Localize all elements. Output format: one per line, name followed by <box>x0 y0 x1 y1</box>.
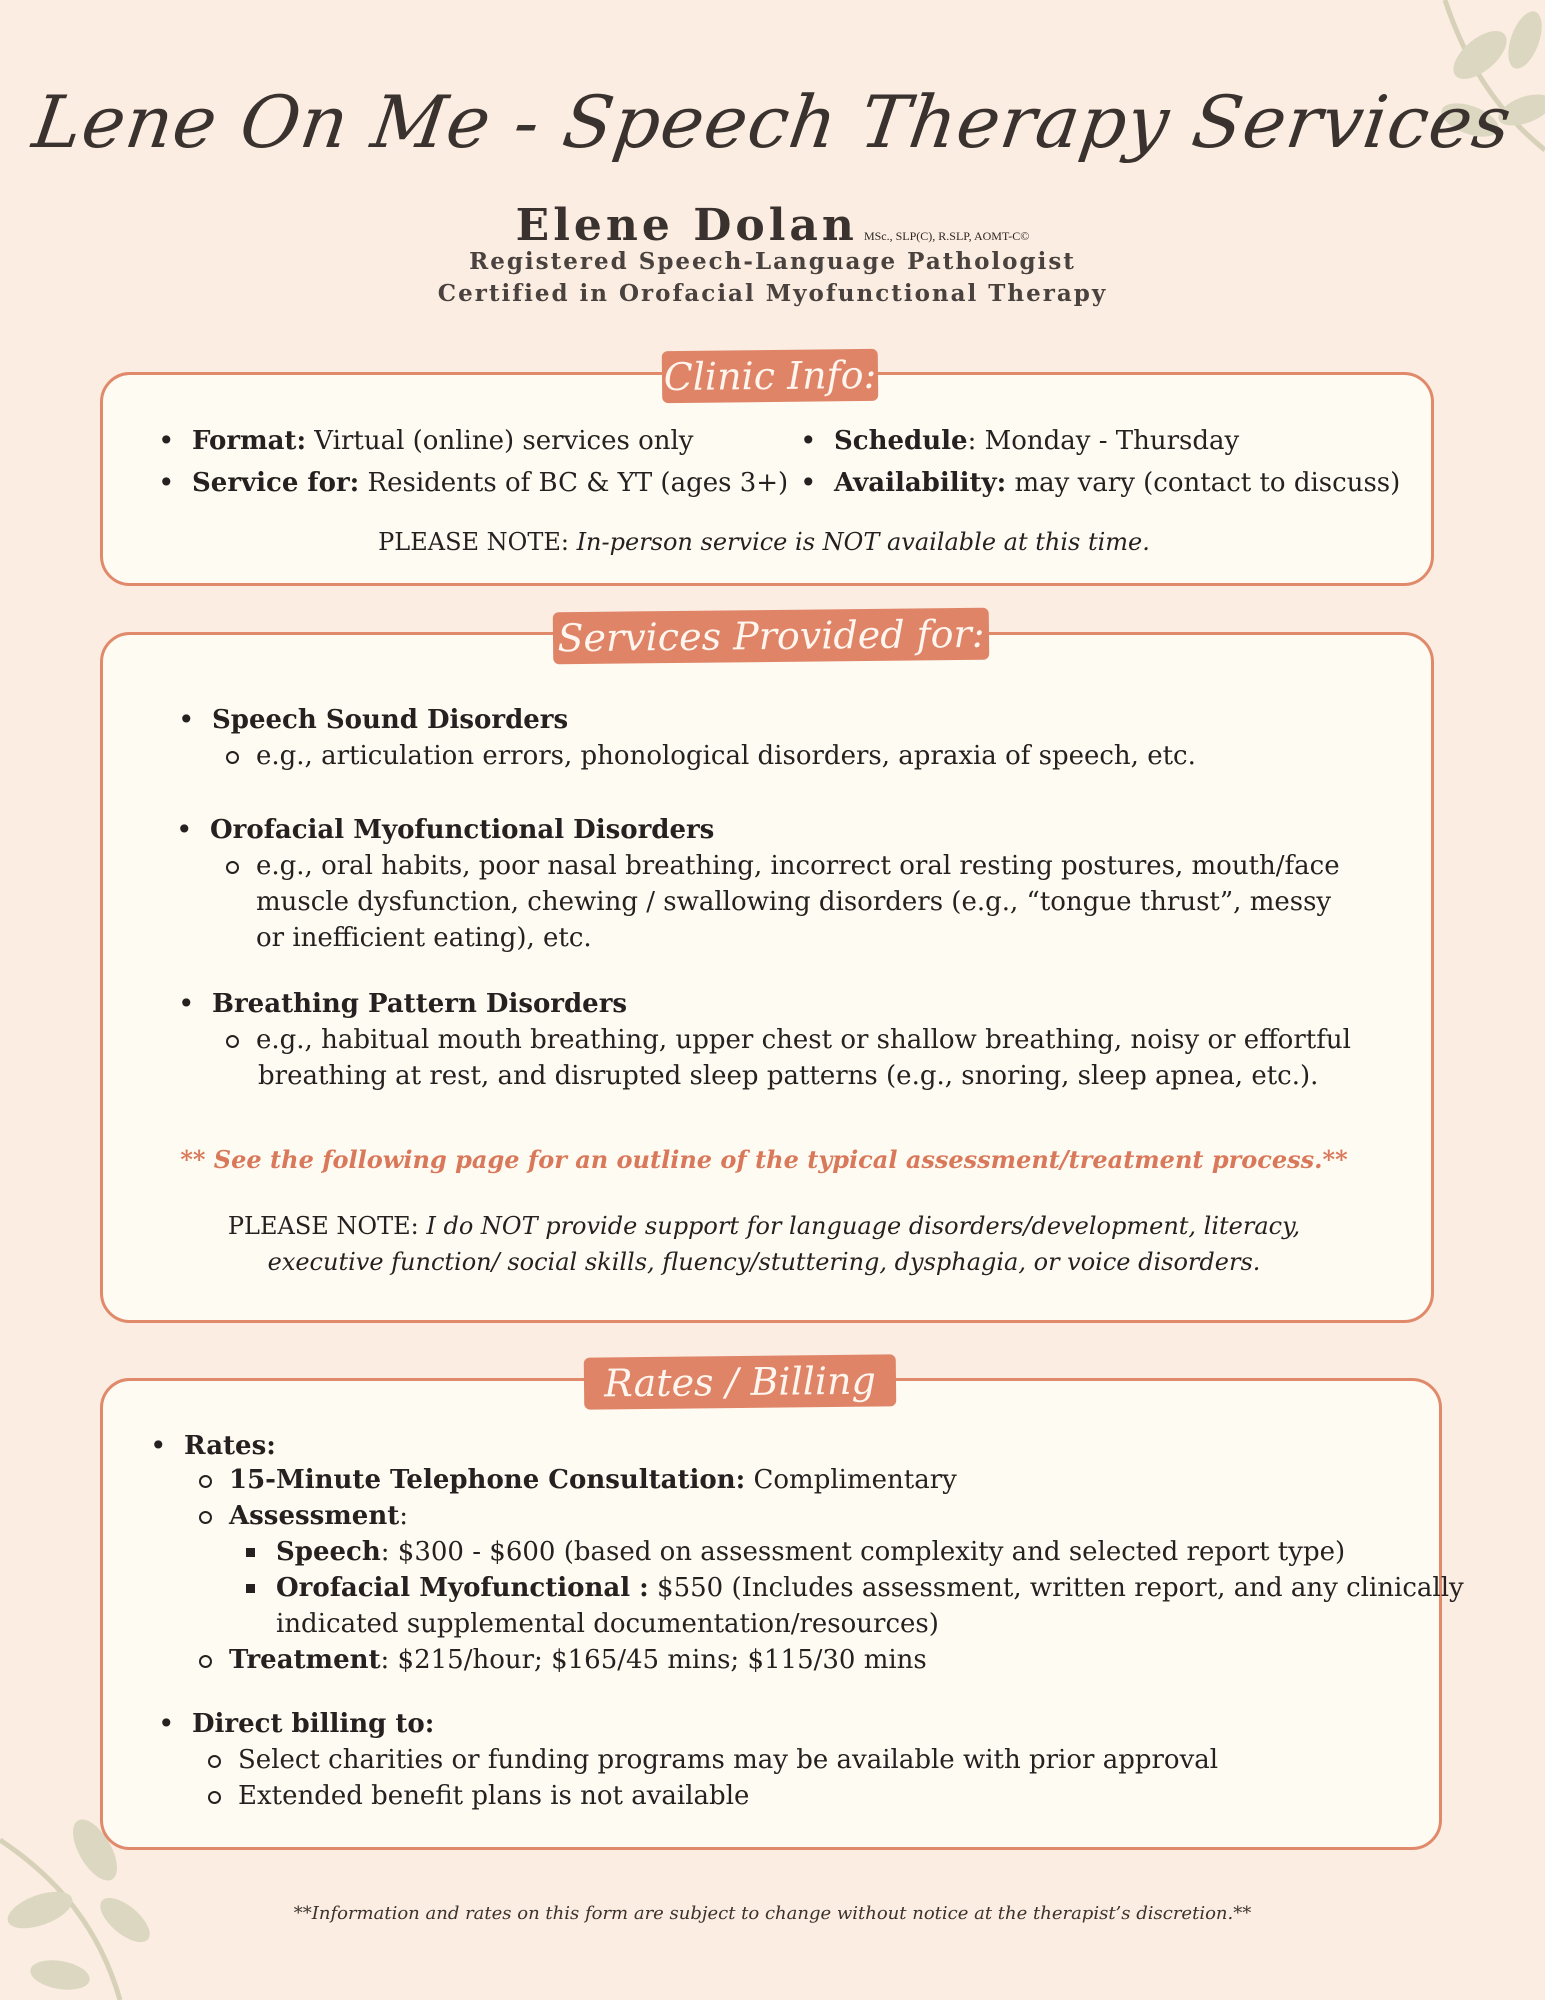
service-item <box>192 465 788 501</box>
consult-value: Complimentary <box>745 1465 957 1495</box>
oro-rate-label: Orofacial Myofunctional : <box>276 1573 649 1603</box>
services-note-line1 <box>100 1208 1428 1244</box>
service-speech-sound <box>212 702 568 738</box>
treatment-value: : $215/hour; $165/45 mins; $115/30 mins <box>380 1645 927 1675</box>
service-orofacial-title: Orofacial Myofunctional Disorders <box>210 815 715 845</box>
services-note-line2: executive function/ social skills, fluency/stuttering, dysphagia, or voice disorders. <box>267 1248 1261 1276</box>
service-orofacial-example-line3: or inefficient eating), etc. <box>256 923 592 953</box>
footer-disclaimer: **Information and rates on this form are subject to change without notice at the therapist’s discretion.** <box>293 1903 1252 1924</box>
oro-rate-value: $550 (Includes assessment, written report, and any clinically <box>648 1573 1464 1603</box>
therapist-name: Elene Dolan <box>515 200 858 251</box>
rates-label: Rates: <box>184 1431 276 1461</box>
assessment-label: Assessment <box>229 1501 400 1531</box>
service-label: Service for: <box>192 468 360 498</box>
billing-charities: Select charities or funding programs may be available with prior approval <box>238 1742 1218 1778</box>
oro-rate-line2: indicated supplemental documentation/resources) <box>276 1609 939 1639</box>
service-breathing-example-line2: breathing at rest, and disrupted sleep patterns (e.g., snoring, sleep apnea, etc.). <box>258 1061 1319 1091</box>
service-value: Residents of BC & YT (ages 3+) <box>359 468 789 498</box>
speech-rate-value: : $300 - $600 (based on assessment complexity and selected report type) <box>380 1537 1346 1567</box>
clinic-note-text: In-person service is NOT available at this time. <box>576 528 1150 556</box>
assessment-item <box>229 1498 408 1534</box>
service-breathing-title: Breathing Pattern Disorders <box>212 989 628 1019</box>
role-subtitle: Registered Speech-Language Pathologist <box>469 248 1076 275</box>
service-orofacial-example-line2: muscle dysfunction, chewing / swallowing disorders (e.g., “tongue thrust”, messy <box>256 887 1332 917</box>
billing-label: Direct billing to: <box>192 1709 435 1739</box>
clinic-note <box>100 524 1428 560</box>
services-heading: Services Provided for: <box>553 608 990 665</box>
billing-item <box>192 1706 434 1742</box>
schedule-value: : Monday - Thursday <box>967 426 1240 456</box>
page-title: Lene On Me - Speech Therapy Services <box>28 80 1517 164</box>
clinic-info-heading: Clinic Info: <box>662 349 879 403</box>
rates-heading: Rates / Billing <box>584 1354 897 1409</box>
consult-label: 15-Minute Telephone Consultation: <box>229 1465 746 1495</box>
schedule-label: Schedule <box>834 426 968 456</box>
services-note-text: I do NOT provide support for language disorders/development, literacy, <box>426 1212 1301 1240</box>
followup-note: ** See the following page for an outline of the typical assessment/treatment process.** <box>180 1145 1348 1174</box>
service-orofacial <box>210 812 714 848</box>
billing-extended: Extended benefit plans is not available <box>238 1778 749 1814</box>
schedule-item <box>834 423 1239 459</box>
availability-value: may vary (contact to discuss) <box>1006 468 1401 498</box>
treatment-label: Treatment <box>229 1645 381 1675</box>
format-item <box>192 423 693 459</box>
availability-item <box>834 465 1400 501</box>
service-breathing-example: e.g., habitual mouth breathing, upper chest or shallow breathing, noisy or effortful <box>256 1022 1351 1058</box>
consult-item <box>229 1462 957 1498</box>
rates-item <box>184 1428 276 1464</box>
service-orofacial-example: e.g., oral habits, poor nasal breathing, incorrect oral resting postures, mouth/face <box>256 848 1340 884</box>
services-note-prefix: PLEASE NOTE: <box>227 1212 427 1240</box>
assessment-colon: : <box>399 1501 408 1531</box>
service-breathing <box>212 986 627 1022</box>
format-value: Virtual (online) services only <box>306 426 694 456</box>
oro-rate-item <box>276 1570 1464 1606</box>
credentials: MSc., SLP(C), R.SLP, AOMT-C© <box>863 229 1030 243</box>
clinic-note-prefix: PLEASE NOTE: <box>378 528 577 556</box>
availability-label: Availability: <box>834 468 1007 498</box>
service-speech-sound-title: Speech Sound Disorders <box>212 705 569 735</box>
certification-subtitle: Certified in Orofacial Myofunctional Therapy <box>437 280 1108 307</box>
treatment-item <box>229 1642 927 1678</box>
speech-rate-label: Speech <box>276 1537 381 1567</box>
service-speech-sound-example: e.g., articulation errors, phonological disorders, apraxia of speech, etc. <box>256 738 1196 774</box>
format-label: Format: <box>192 426 307 456</box>
therapist-name-line <box>0 200 1545 251</box>
speech-rate-item <box>276 1534 1345 1570</box>
